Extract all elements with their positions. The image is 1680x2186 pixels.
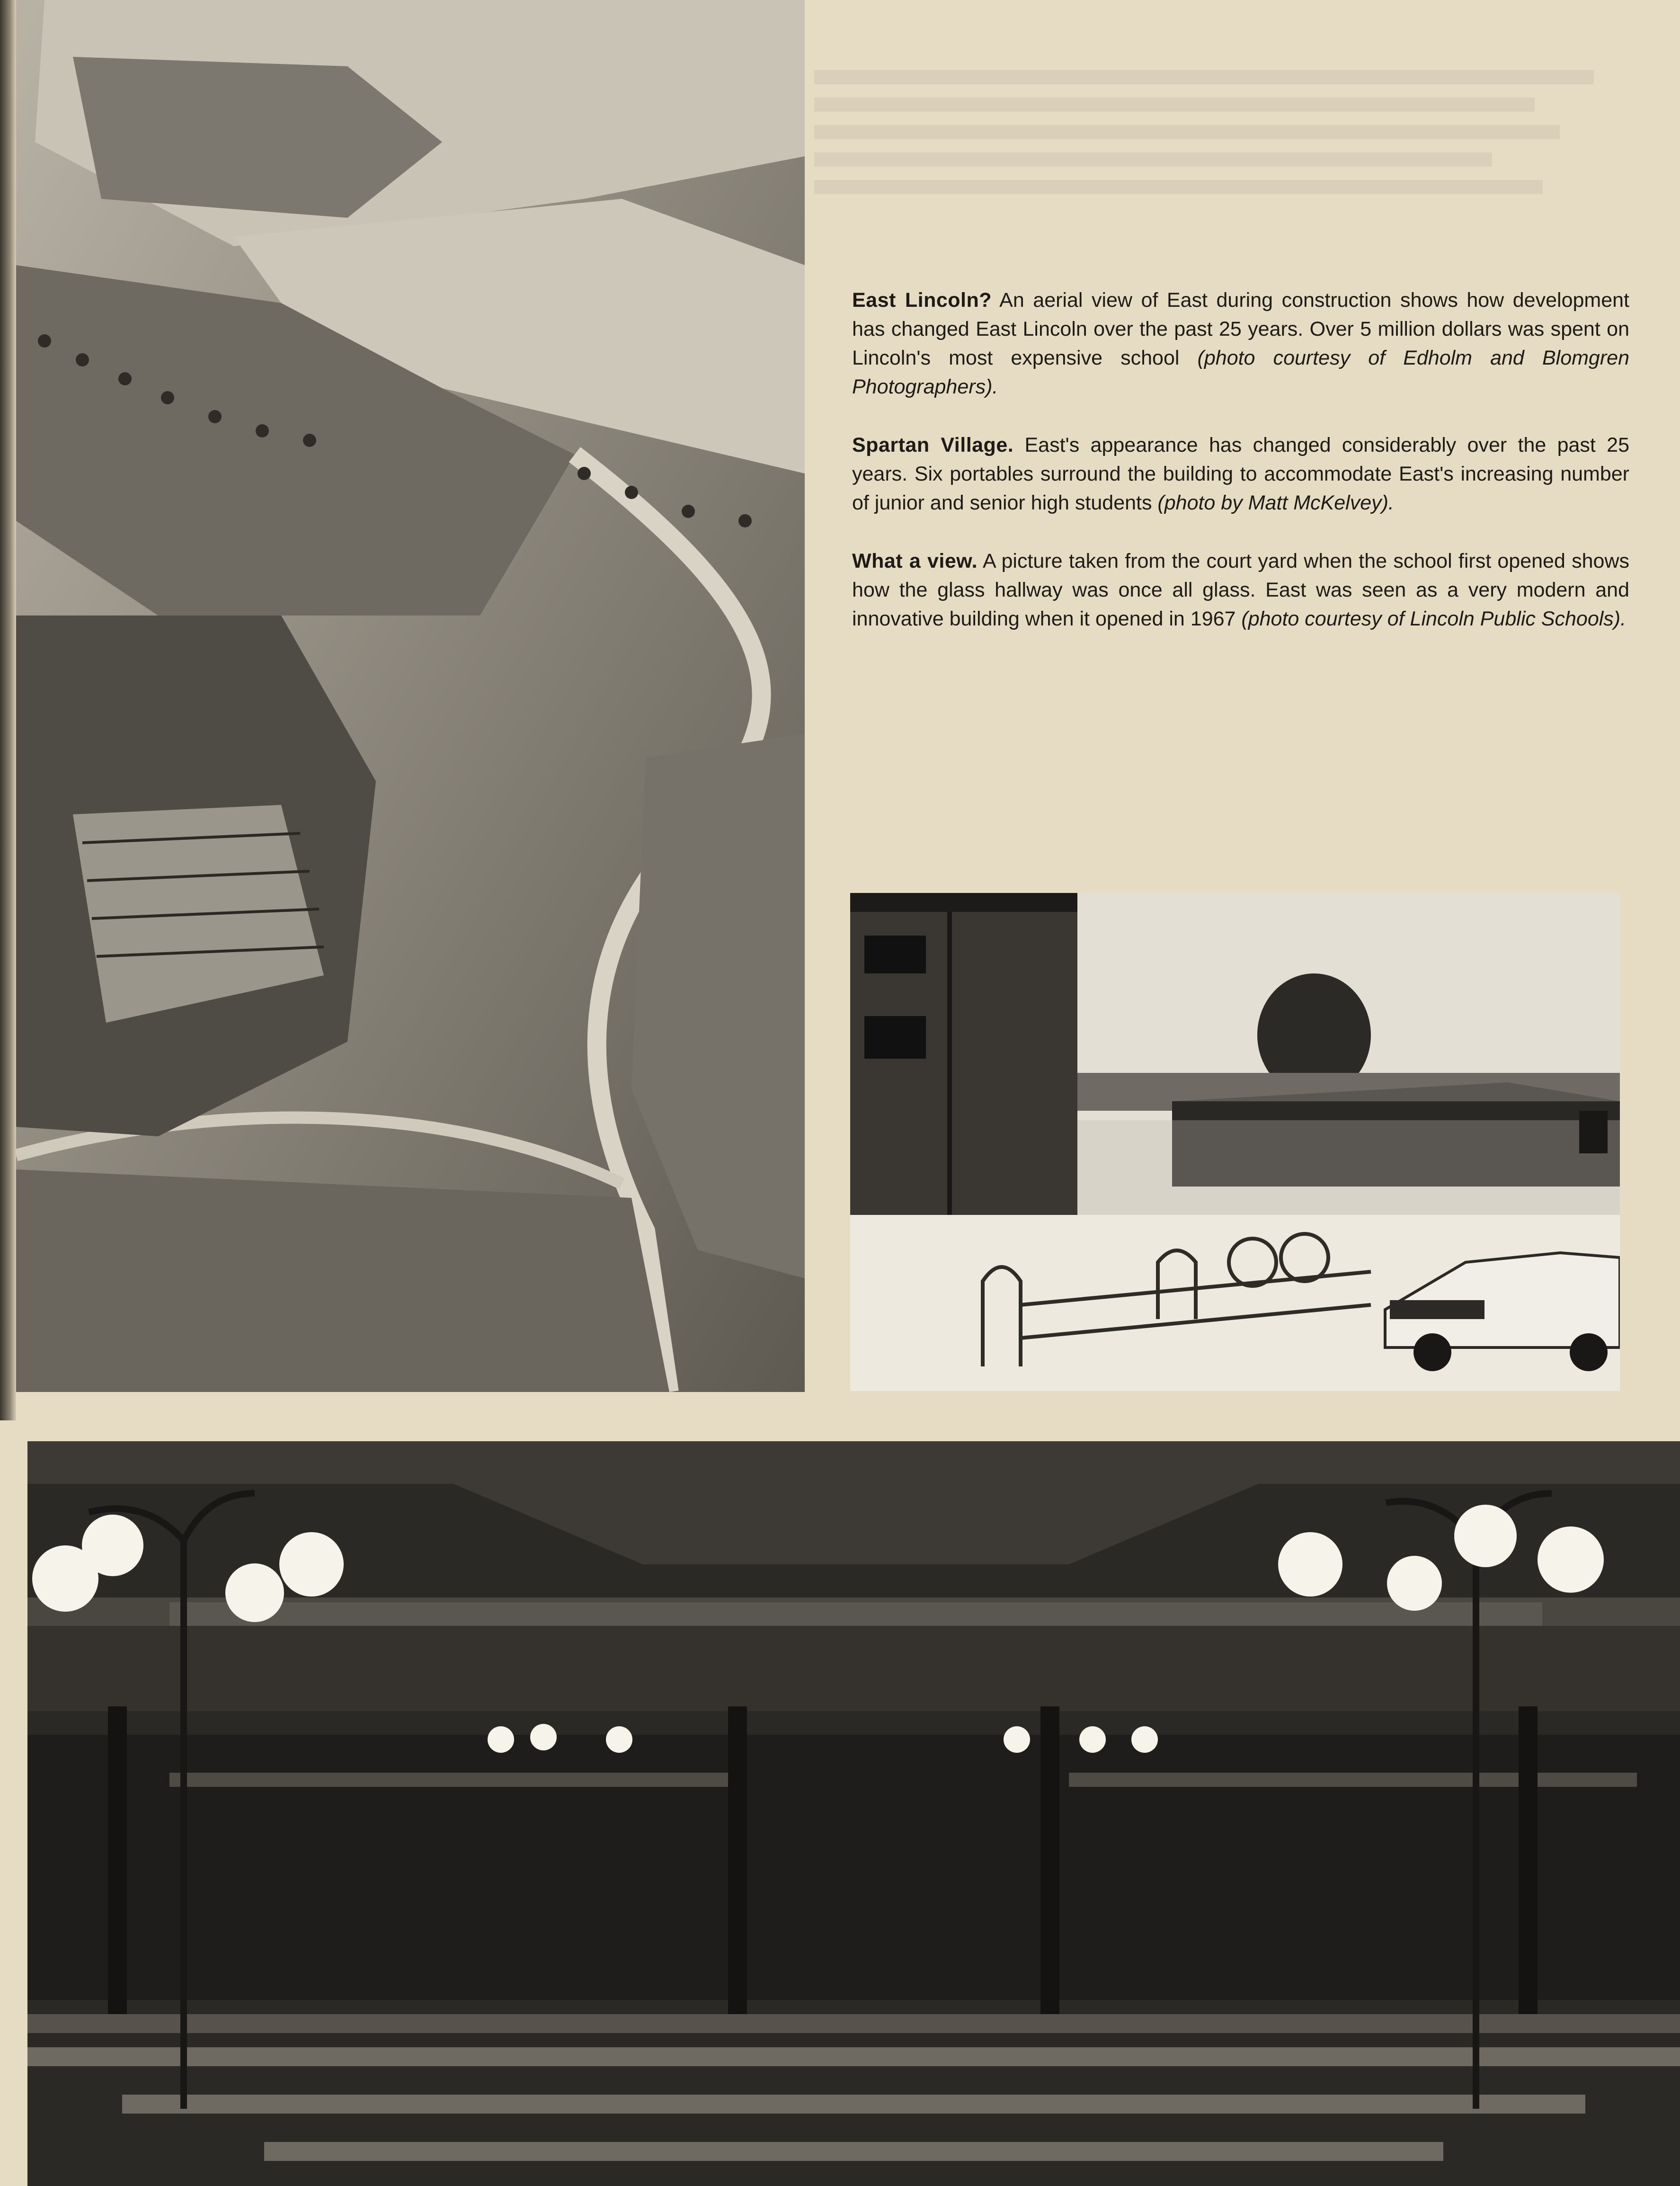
caption-what-a-view — [852, 547, 1629, 633]
caption-body: A picture taken from the court yard when the school first opened shows how the glass hallway was once all glass. East was seen as a very modern and innovative building when it opened in 1967 — [852, 550, 1630, 630]
caption-heading: East Lincoln? — [852, 289, 992, 312]
caption-spartan-village — [852, 431, 1629, 518]
caption-heading: Spartan Village. — [852, 434, 1014, 456]
page-fold-shadow — [0, 0, 16, 1420]
caption-credit: (photo courtesy of Lincoln Public Schools). — [1241, 607, 1627, 630]
bleed-through-texture — [814, 57, 1662, 265]
photo-captions — [852, 286, 1629, 663]
caption-credit: (photo courtesy of Edholm and Blomgren Photographers). — [852, 347, 1629, 398]
courtyard-hallway-photo — [27, 1441, 1680, 2186]
caption-body: East's appearance has changed considerably over the past 25 years. Six portables surround the building to accommodate East's increasing number of junior and senior high students — [852, 434, 1630, 514]
portables-photo — [850, 893, 1620, 1391]
caption-east-lincoln — [852, 286, 1629, 402]
caption-body: An aerial view of East during construction shows how development has changed East Lincoln over the past 25 years. Over 5 million dollars was spent on Lincoln's most expensive school — [852, 289, 1629, 369]
caption-heading: What a view. — [852, 550, 978, 572]
aerial-construction-photo — [16, 0, 805, 1392]
caption-credit: (photo by Matt McKelvey). — [1157, 491, 1394, 514]
